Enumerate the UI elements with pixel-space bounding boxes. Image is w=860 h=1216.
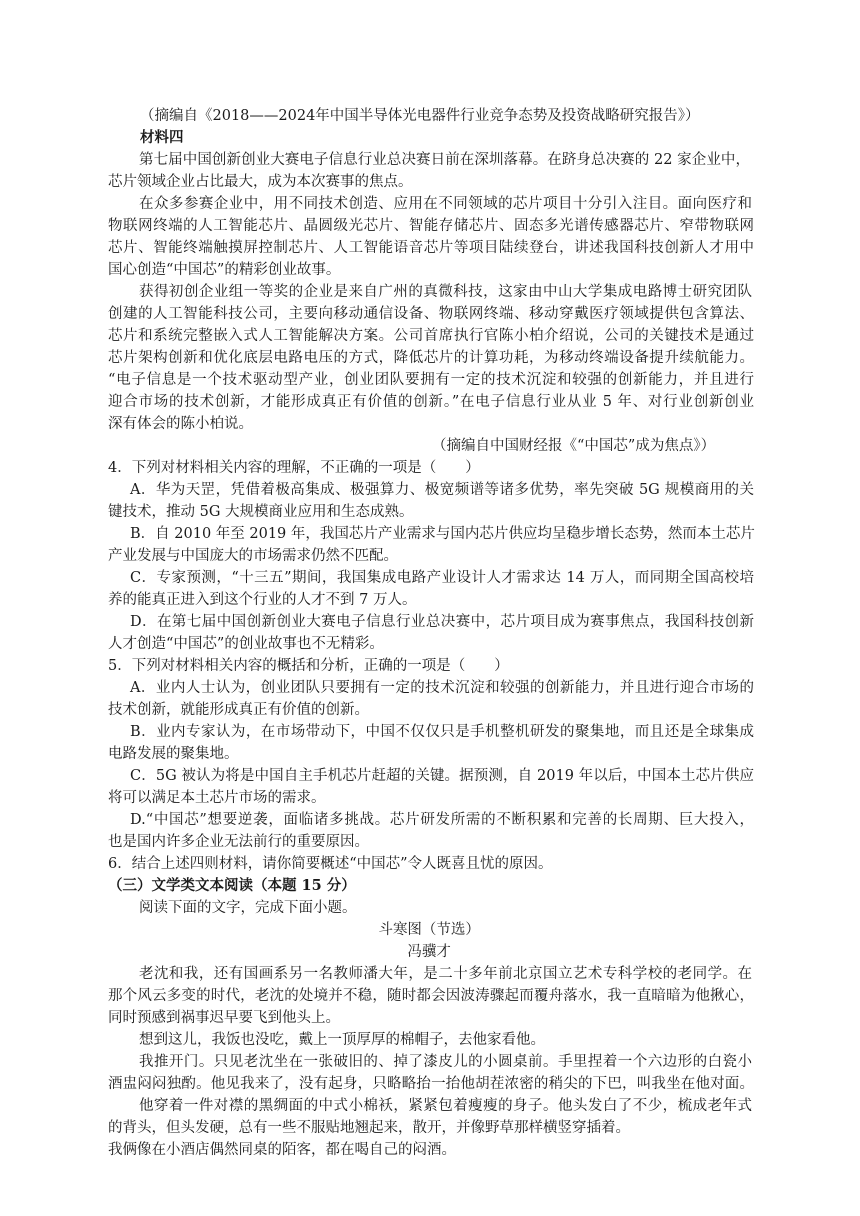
paragraph-line: 老沈和我，还有国画系另一名教师潘大年，是二十多年前北京国立艺术专科学校的老同学。在 bbox=[139, 966, 752, 982]
question-option-line: 也是国内许多企业无法前行的重要原因。 bbox=[108, 834, 369, 850]
material4-source: （摘编自中国财经报《“中国芯”成为焦点》） bbox=[432, 438, 716, 454]
question-option-line: 将可以满足本土芯片市场的需求。 bbox=[108, 790, 326, 806]
paragraph-line: 芯片和系统完整嵌入式人工智能解决方案。公司首席执行官陈小柏介绍说，公司的关键技术是通过 bbox=[108, 328, 754, 344]
paragraph-line: 物联网终端的人工智能芯片、晶圆级光芯片、智能存储芯片、固态多光谱传感器芯片、窄带物联网 bbox=[108, 218, 754, 234]
paragraph-line: 国心创造“中国芯”的精彩创业故事。 bbox=[108, 262, 341, 278]
paragraph-line: 想到这儿，我饭也没吃，戴上一顶厚厚的棉帽子，去他家看他。 bbox=[139, 1032, 545, 1048]
question-option-line: D.“中国芯”想要逆袭，面临诸多挑战。芯片研发所需的不断积累和完善的长周期、巨大投入， bbox=[130, 812, 754, 828]
question-option-line: 键技术，推动 5G 大规模商业应用和生态成熟。 bbox=[108, 504, 414, 520]
paragraph-line: “电子信息是一个技术驱动型产业，创业团队要拥有一定的技术沉淀和较强的创新能力，并且进行 bbox=[108, 372, 754, 388]
paragraph-line: 获得初创企业组一等奖的企业是来自广州的真微科技，这家由中山大学集成电路博士研究团队 bbox=[139, 284, 752, 300]
paragraph-line: 的背头，但头发硬，总有一些不服贴地翘起来，散开，并像野草那样横竖穿插着。 bbox=[108, 1120, 630, 1136]
question-option-line: 产业发展与中国庞大的市场需求仍然不匹配。 bbox=[108, 548, 398, 564]
paragraph-line: 同时预感到祸事迟早要飞到他头上。 bbox=[108, 1010, 340, 1026]
material3-source: （摘编自《2018——2024年中国半导体光电器件行业竞争态势及投资战略研究报告》） bbox=[140, 108, 700, 124]
question-option-line: 技术创新，就能形成真正有价值的创新。 bbox=[108, 702, 369, 718]
paragraph-line: 我推开门。只见老沈坐在一张破旧的、掉了漆皮儿的小圆桌前。手里捏着一个六边形的白瓷小 bbox=[139, 1054, 752, 1070]
question-5-stem: 5．下列对材料相关内容的概括和分析，正确的一项是（ ） bbox=[108, 658, 509, 674]
question-option-line: 人才创造“中国芯”的创业故事也不无精彩。 bbox=[108, 636, 384, 652]
question-option-line: D．在第七届中国创新创业大赛电子信息行业总决赛中，芯片项目成为赛事焦点，我国科技创新 bbox=[130, 614, 754, 630]
question-4-stem: 4．下列对材料相关内容的理解，不正确的一项是（ ） bbox=[108, 460, 480, 476]
question-option-line: A．业内人士认为，创业团队只要拥有一定的技术沉淀和较强的创新能力，并且进行迎合市场的 bbox=[130, 680, 754, 696]
question-option-line: A．华为天罡，凭借着极高集成、极强算力、极宽频谱等诸多优势，率先突破 5G 规模商用的关 bbox=[130, 482, 754, 498]
paragraph-line: 深有体会的陈小柏说。 bbox=[108, 416, 253, 432]
question-option-line: B．自 2010 年至 2019 年，我国芯片产业需求与国内芯片供应均呈稳步增长态势，然而本土芯片 bbox=[130, 526, 755, 542]
paragraph-line: 酒盅闷闷独酌。他见我来了，没有起身，只略略抬一抬他胡茬浓密的稍尖的下巴，叫我坐在他对面。 bbox=[108, 1076, 754, 1092]
story-title: 斗寒图（节选） bbox=[378, 922, 480, 938]
paragraph-line: 创建的人工智能科技公司，主要向移动通信设备、物联网终端、移动穿戴医疗领域提供包含算法、 bbox=[108, 306, 754, 322]
paragraph-line: 芯片领域企业占比最大，成为本次赛事的焦点。 bbox=[108, 174, 413, 190]
paragraph-line: 我俩像在小酒店偶然同桌的陌客，都在喝自己的闷酒。 bbox=[108, 1142, 456, 1158]
material4-heading: 材料四 bbox=[140, 129, 184, 146]
question-option-line: 电路发展的聚集地。 bbox=[108, 746, 239, 762]
question-option-line: C．5G 被认为将是中国自主手机芯片赶超的关键。据预测，自 2019 年以后，中国本土芯片供应 bbox=[130, 768, 754, 784]
paragraph-line: 在众多参赛企业中，用不同技术创造、应用在不同领域的芯片项目十分引入注目。面向医疗和 bbox=[139, 196, 752, 212]
paragraph-line: 迎合市场的技术创新，才能形成真正有价值的创新。”在电子信息行业从业 5 年、对行业创新创业 bbox=[108, 394, 754, 410]
paragraph-line: 那个风云多变的时代，老沈的处境并不稳，随时都会因波涛骤起而覆舟落水，我一直暗暗为他揪心， bbox=[108, 988, 754, 1004]
question-6-stem: 6．结合上述四则材料，请你简要概述“中国芯”令人既喜且忧的原因。 bbox=[108, 856, 553, 872]
question-option-line: 养的能真正进入到这个行业的人才不到 7 万人。 bbox=[108, 592, 417, 608]
section-heading: （三）文学类文本阅读（本题 15 分） bbox=[108, 877, 356, 894]
question-option-line: B．业内专家认为，在市场带动下，中国不仅仅只是手机整机研发的聚集地，而且还是全球集成 bbox=[130, 724, 754, 740]
question-option-line: C．专家预测，“十三五”期间，我国集成电路产业设计人才需求达 14 万人，而同期全国高校培 bbox=[130, 570, 754, 586]
section-instruction: 阅读下面的文字，完成下面小题。 bbox=[139, 900, 357, 916]
paragraph-line: 芯片、智能终端触摸屏控制芯片、人工智能语音芯片等项目陆续登台，讲述我国科技创新人才用中 bbox=[108, 240, 754, 256]
paragraph-line: 他穿着一件对襟的黑绸面的中式小棉袄，紧紧包着瘦瘦的身子。他头发白了不少，梳成老年式 bbox=[139, 1098, 752, 1114]
paragraph-line: 芯片架构创新和优化底层电路电压的方式，降低芯片的计算功耗，为移动终端设备提升续航能力。 bbox=[108, 350, 754, 366]
story-author: 冯骥才 bbox=[407, 944, 451, 960]
paragraph-line: 第七届中国创新创业大赛电子信息行业总决赛日前在深圳落幕。在跻身总决赛的 22 家企业中， bbox=[139, 152, 750, 168]
